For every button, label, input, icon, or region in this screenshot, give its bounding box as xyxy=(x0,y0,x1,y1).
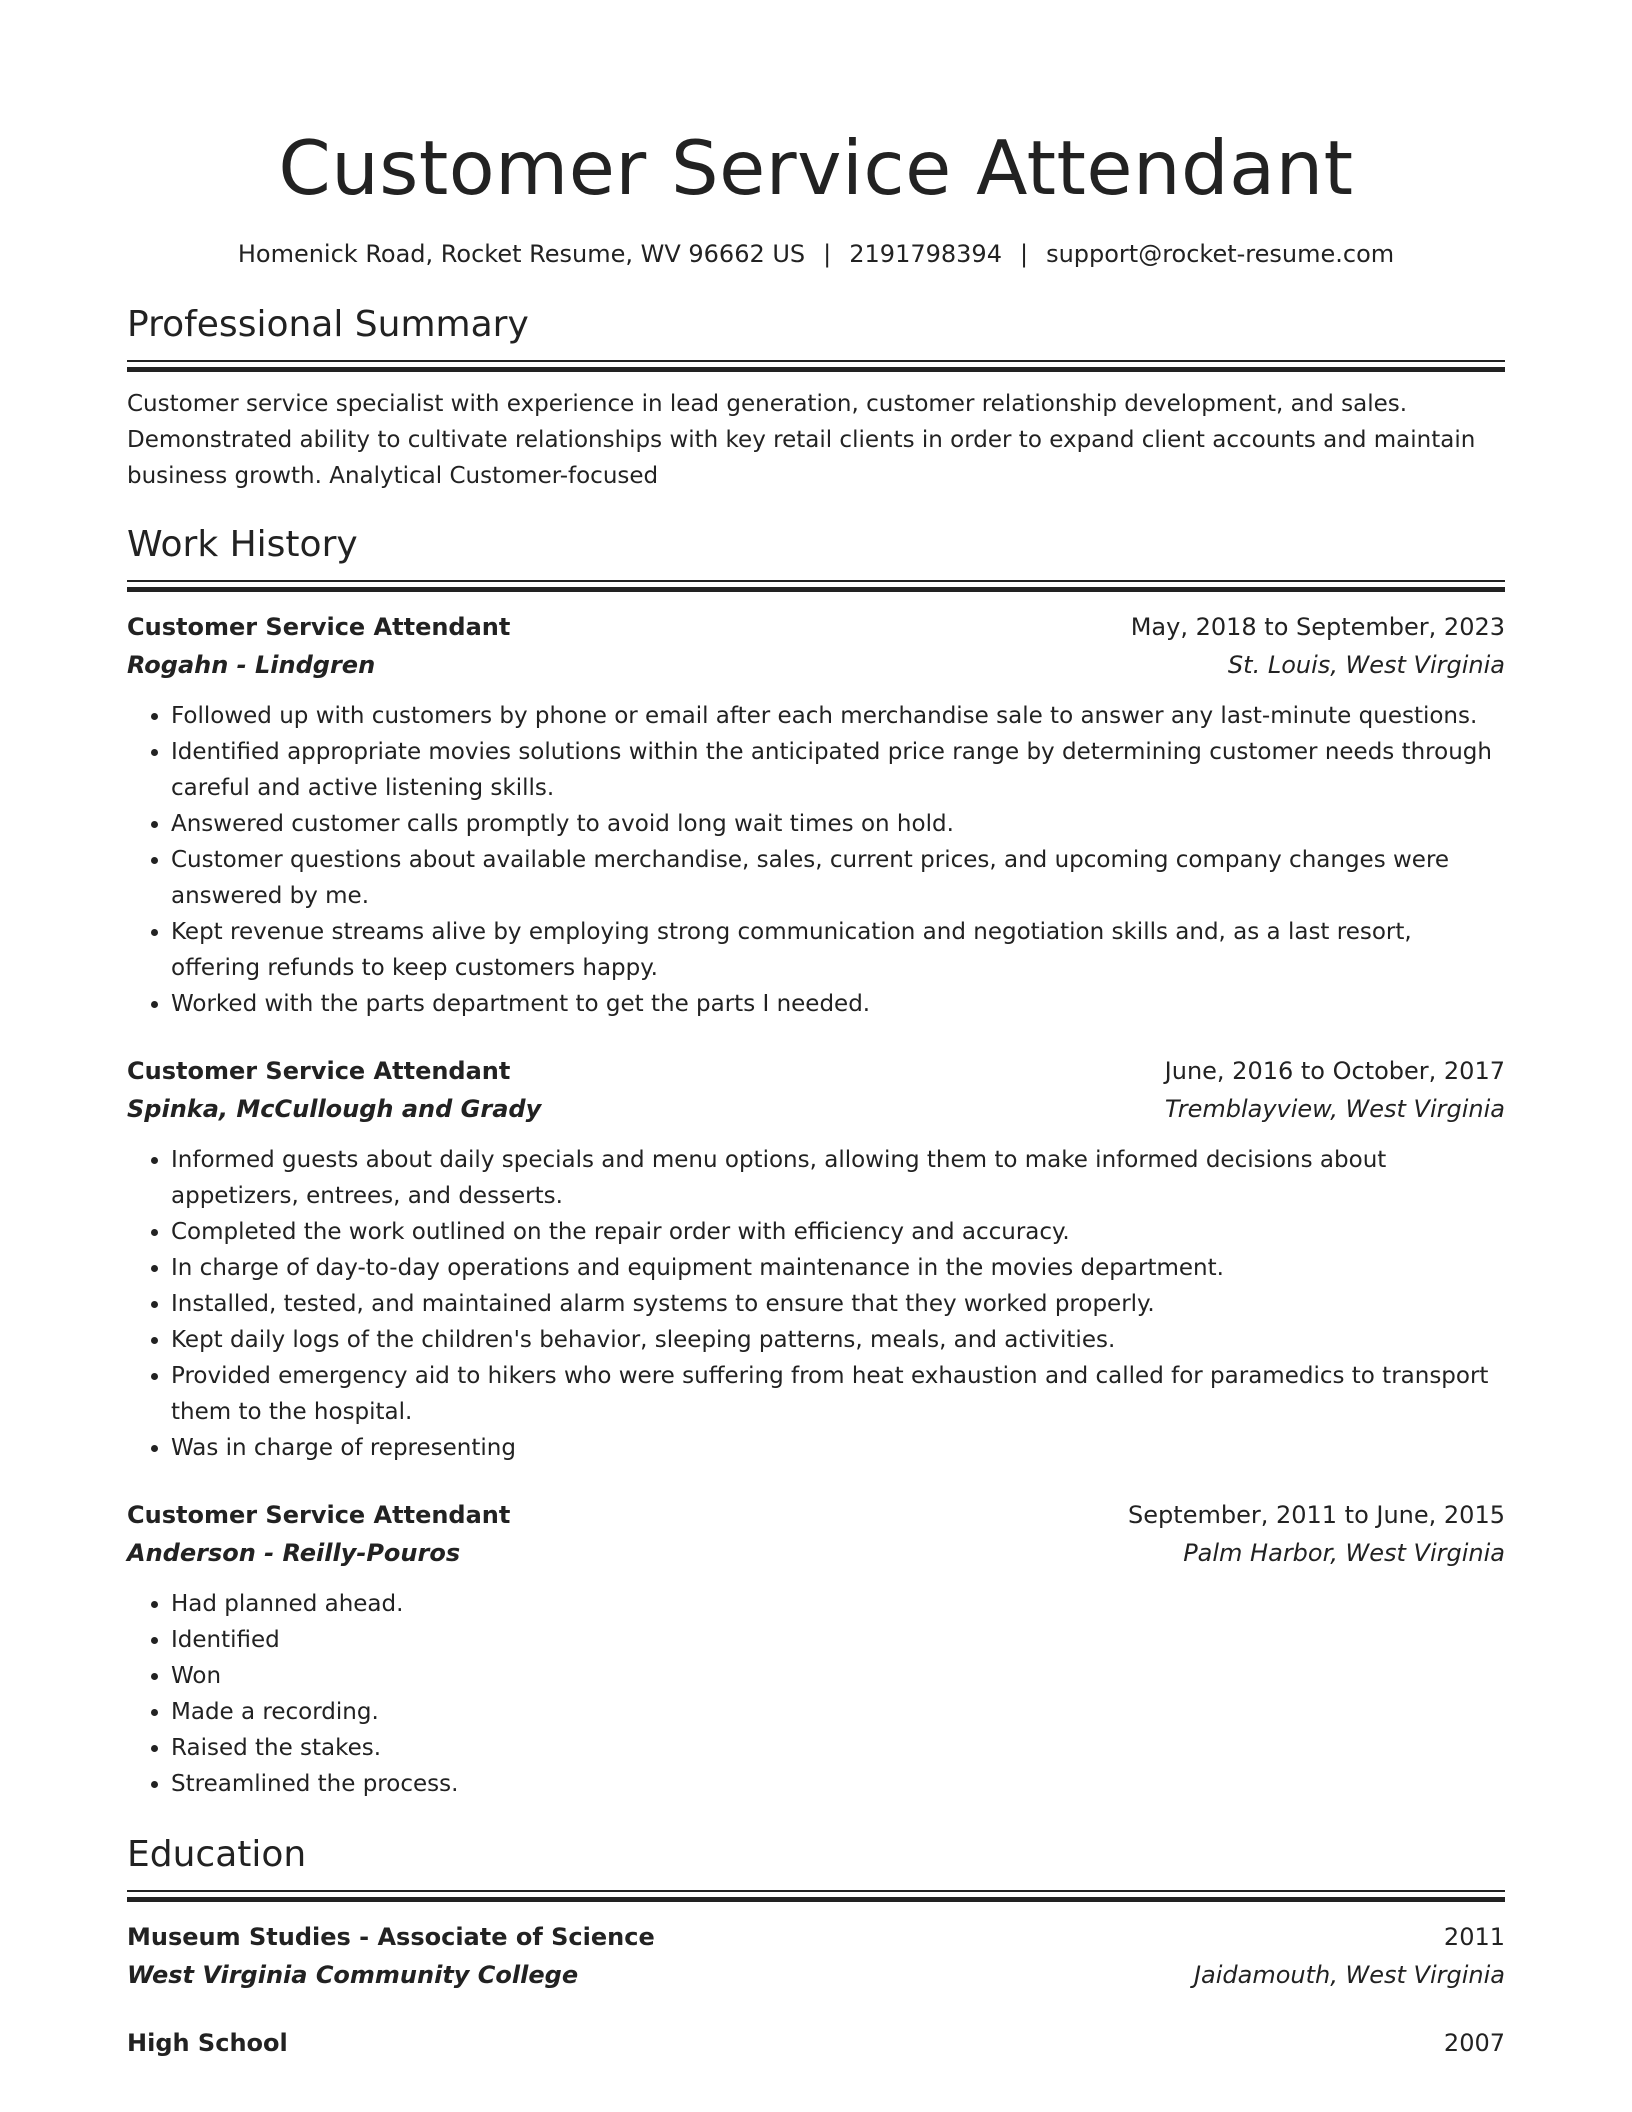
job-bullet: • Completed the work outlined on the repair order with efficiency and accuracy. xyxy=(171,1214,1505,1250)
job-entry xyxy=(127,1496,1505,1802)
education-location: Jaidamouth, West Virginia xyxy=(1193,1961,1505,1989)
job-bullet: • Provided emergency aid to hikers who were suffering from heat exhaustion and called for paramedics to transport them to the hospital. xyxy=(171,1358,1505,1430)
job-bullet: • Installed, tested, and maintained alarm systems to ensure that they worked properly. xyxy=(171,1286,1505,1322)
job-bullets xyxy=(127,1142,1505,1466)
job-bullet: • Streamlined the process. xyxy=(171,1766,1505,1802)
job-bullet: • Answered customer calls promptly to avoid long wait times on hold. xyxy=(171,806,1505,842)
education-year: 2011 xyxy=(1443,1923,1505,1951)
contact-separator: | xyxy=(823,240,832,268)
job-bullet: • In charge of day-to-day operations and equipment maintenance in the movies department. xyxy=(171,1250,1505,1286)
job-bullet: • Followed up with customers by phone or email after each merchandise sale to answer any last-minute questions. xyxy=(171,698,1505,734)
job-bullets xyxy=(127,1586,1505,1802)
job-bullet: • Informed guests about daily specials and menu options, allowing them to make informed decisions about appetizers, entrees, and desserts. xyxy=(171,1142,1505,1214)
contact-phone: 2191798394 xyxy=(849,240,1002,268)
section-heading-work: Work History xyxy=(127,524,358,565)
job-bullet: • Won xyxy=(171,1658,1505,1694)
education-entry xyxy=(127,1918,1505,1994)
section-divider xyxy=(127,360,1505,370)
job-bullet: • Was in charge of representing xyxy=(171,1430,1505,1466)
education-year: 2007 xyxy=(1443,2029,1505,2057)
job-location: St. Louis, West Virginia xyxy=(1227,651,1505,679)
job-bullet: • Kept daily logs of the children's behavior, sleeping patterns, meals, and activities. xyxy=(171,1322,1505,1358)
job-bullet: • Had planned ahead. xyxy=(171,1586,1505,1622)
job-bullets xyxy=(127,698,1505,1022)
job-entry xyxy=(127,1052,1505,1466)
education-entry xyxy=(127,2024,1505,2062)
job-bullet: • Identified appropriate movies solutions within the anticipated price range by determining customer needs through careful and active listening skills. xyxy=(171,734,1505,806)
job-title: Customer Service Attendant xyxy=(127,1501,511,1529)
section-divider xyxy=(127,580,1505,590)
job-dates: May, 2018 to September, 2023 xyxy=(1130,613,1505,641)
job-title: Customer Service Attendant xyxy=(127,1057,511,1085)
job-bullet: • Made a recording. xyxy=(171,1694,1505,1730)
contact-email: support@rocket-resume.com xyxy=(1046,240,1395,268)
work-history-section xyxy=(127,522,1505,1802)
job-dates: September, 2011 to June, 2015 xyxy=(1128,1501,1505,1529)
job-entry xyxy=(127,608,1505,1022)
job-location: Palm Harbor, West Virginia xyxy=(1183,1539,1505,1567)
job-bullet: • Identified xyxy=(171,1622,1505,1658)
job-title: Customer Service Attendant xyxy=(127,613,511,641)
job-dates: June, 2016 to October, 2017 xyxy=(1164,1057,1505,1085)
education-degree: Museum Studies - Associate of Science xyxy=(127,1923,655,1951)
job-location: Tremblayview, West Virginia xyxy=(1164,1095,1505,1123)
summary-text: Customer service specialist with experience in lead generation, customer relationship development, and sales. Demonstrated ability to cultivate relationships with key retail clients in order to expand client accounts and maintain business growth. Analytical Customer-focused xyxy=(127,391,1476,489)
education-degree: High School xyxy=(127,2029,288,2057)
job-company: Rogahn - Lindgren xyxy=(127,651,376,679)
contact-address: Homenick Road, Rocket Resume, WV 96662 US xyxy=(237,240,806,268)
job-company: Spinka, McCullough and Grady xyxy=(127,1095,542,1123)
job-company: Anderson - Reilly-Pouros xyxy=(127,1539,461,1567)
section-divider xyxy=(127,1890,1505,1900)
section-heading-summary: Professional Summary xyxy=(127,304,529,345)
education-section xyxy=(127,1832,1505,2062)
job-bullet: • Raised the stakes. xyxy=(171,1730,1505,1766)
section-heading-education: Education xyxy=(127,1834,307,1875)
job-bullet: • Customer questions about available merchandise, sales, current prices, and upcoming company changes were answered by me. xyxy=(171,842,1505,914)
contact-line xyxy=(127,238,1505,270)
summary-section xyxy=(127,302,1505,494)
resume-name: Customer Service Attendant xyxy=(278,124,1354,212)
job-bullet: • Worked with the parts department to get the parts I needed. xyxy=(171,986,1505,1022)
education-school: West Virginia Community College xyxy=(127,1961,579,1989)
contact-separator: | xyxy=(1019,240,1029,268)
job-bullet: • Kept revenue streams alive by employing strong communication and negotiation skills and, as a last resort, offering refunds to keep customers happy. xyxy=(171,914,1505,986)
